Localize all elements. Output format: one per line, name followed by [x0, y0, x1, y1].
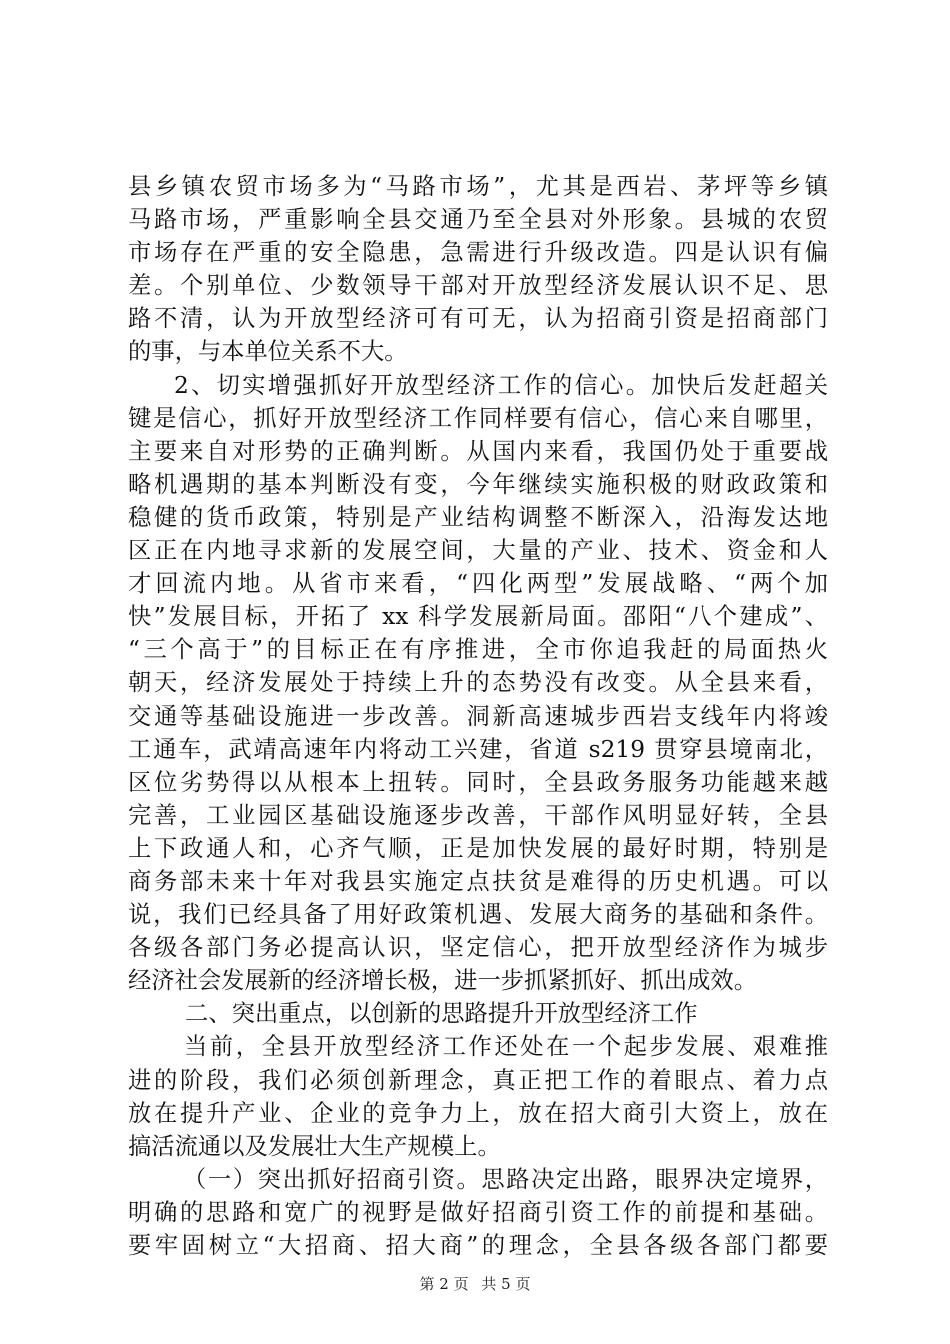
body-line: “三个高于”的目标正在有序推进，全市你追我赶的局面热火 — [128, 636, 828, 664]
body-line: 市场存在严重的安全隐患，急需进行升级改造。四是认识有偏 — [128, 239, 828, 267]
paragraph-start-line: 当前，全县开放型经济工作还处在一个起步发展、艰难推 — [184, 1033, 828, 1061]
body-line: 马路市场，严重影响全县交通乃至全县对外形象。县城的农贸 — [128, 206, 828, 234]
body-line: 放在提升产业、企业的竞争力上，放在招大商引大资上，放在 — [128, 1099, 828, 1127]
body-line: 要牢固树立“大招商、招大商”的理念，全县各级各部门都要 — [128, 1232, 828, 1259]
body-line: 键是信心，抓好开放型经济工作同样要有信心，信心来自哪里， — [128, 404, 828, 432]
page-total: 共 5 页 — [481, 1275, 531, 1293]
body-line: 各级各部门务必提高认识，坚定信心，把开放型经济作为城步 — [128, 934, 828, 962]
paragraph-start-line: （一）突出抓好招商引资。思路决定出路，眼界决定境界， — [183, 1165, 828, 1193]
body-line: 才回流内地。从省市来看，“四化两型”发展战略、“两个加 — [128, 570, 828, 598]
page-number: 第 2 页 — [419, 1275, 469, 1293]
body-line: 稳健的货币政策，特别是产业结构调整不断深入，沿海发达地 — [128, 503, 828, 531]
body-line: 区正在内地寻求新的发展空间，大量的产业、技术、资金和人 — [128, 537, 828, 565]
page-footer — [0, 1274, 950, 1294]
body-line: 县乡镇农贸市场多为“马路市场”，尤其是西岩、茅坪等乡镇 — [128, 173, 828, 200]
body-line: 朝天，经济发展处于持续上升的态势没有改变。从全县来看， — [128, 669, 828, 697]
body-line: 进的阶段，我们必须创新理念，真正把工作的着眼点、着力点 — [128, 1066, 828, 1094]
body-line: 快”发展目标，开拓了 xx 科学发展新局面。邵阳“八个建成”、 — [128, 603, 828, 631]
section-heading: 二、突出重点，以创新的思路提升开放型经济工作 — [185, 1000, 698, 1028]
body-line: 说，我们已经具备了用好政策机遇、发展大商务的基础和条件。 — [128, 901, 828, 929]
body-line: 上下政通人和，心齐气顺，正是加快发展的最好时期，特别是 — [128, 834, 828, 862]
body-line: 差。个别单位、少数领导干部对开放型经济发展认识不足、思 — [128, 272, 828, 300]
body-line: 商务部未来十年对我县实施定点扶贫是难得的历史机遇。可以 — [128, 867, 828, 895]
body-line: 略机遇期的基本判断没有变，今年继续实施积极的财政政策和 — [128, 470, 828, 498]
body-line: 交通等基础设施进一步改善。洞新高速城步西岩支线年内将竣 — [128, 702, 828, 730]
paragraph-start-line: 2、切实增强抓好开放型经济工作的信心。加快后发赶超关 — [174, 371, 828, 399]
body-line: 明确的思路和宽广的视野是做好招商引资工作的前提和基础。 — [128, 1198, 828, 1226]
body-line: 的事，与本单位关系不大。 — [128, 338, 408, 366]
body-line: 区位劣势得以从根本上扭转。同时，全县政务服务功能越来越 — [128, 768, 828, 796]
body-line: 路不清，认为开放型经济可有可无，认为招商引资是招商部门 — [128, 305, 828, 333]
body-line: 主要来自对形势的正确判断。从国内来看，我国仍处于重要战 — [128, 437, 828, 465]
document-body — [128, 170, 828, 1262]
body-line: 完善，工业园区基础设施逐步改善，干部作风明显好转，全县 — [128, 801, 828, 829]
body-line: 搞活流通以及发展壮大生产规模上。 — [128, 1132, 501, 1160]
body-line: 经济社会发展新的经济增长极，进一步抓紧抓好、抓出成效。 — [128, 967, 758, 995]
body-line: 工通车，武靖高速年内将动工兴建，省道 s219 贯穿县境南北， — [128, 735, 828, 763]
